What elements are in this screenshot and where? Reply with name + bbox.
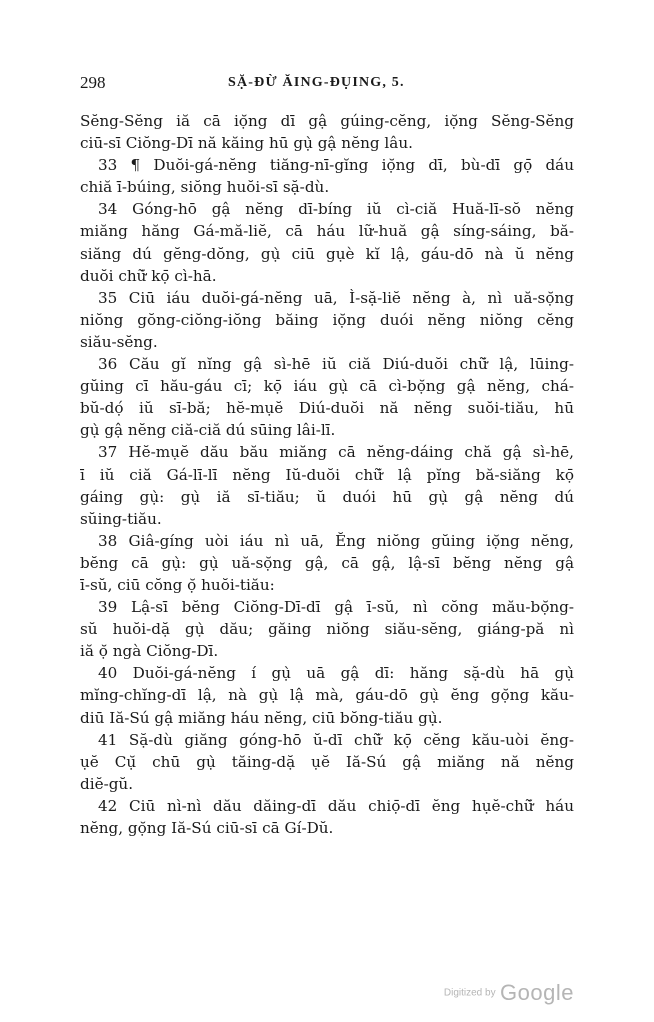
verse-line: 41 Sặ-dù giăng góng-hō ŭ-dī chữ̆ kọ̄ cĕng kău-uòi ĕng- [98,730,574,749]
body-text [80,110,574,839]
text-line: siău-sĕng. [80,332,158,351]
text-line: miăng hăng Gá-mă-liĕ, cā háu lữ-huă gậ síng-sáing, bă- [80,222,574,241]
text-line: ī iŭ ciă Gá-lī-lī nĕng Iŭ-duŏi chữ̆ lậ pĭng bă-siăng kọ̄ [80,465,574,484]
text-line: iă ọ̆ ngà Ciŏng-Dī. [80,642,219,661]
text-line: nĕng, gọ̆ng Iă-Sú ciū-sī cā Gí-Dŭ. [80,819,334,837]
text-line: ụĕ Cụ̆ chū gụ̀ tăing-dặ ụĕ Iă-Sú gậ miăng nă nĕng [80,752,574,771]
verse-line: 39 Lậ-sī bĕng Ciŏng-Dī-dī gậ ī-sŭ, nì cŏng mău-bọ̆ng- [98,598,574,617]
text-line: diū Iă-Sú gậ miăng háu nĕng, ciū bŏng-tiău gụ̀. [80,708,443,727]
text-line: gụ̀ gậ nĕng ciă-ciă dú sūing lâi-lī. [80,421,336,440]
verse-line: 35 Ciū iáu duŏi-gá-nĕng uā, Ì-sặ-liĕ nĕng à, nì uă-sọ̆ng [98,288,574,307]
digitized-watermark [444,980,574,1006]
page-header [80,73,574,97]
verse-line: 36 Cău gĭ nĭng gậ sì-hē iŭ ciă Diú-duŏi chữ̆ lậ, lūing- [98,355,574,374]
text-line: gŭing cī hău-gáu cī; kọ̄ iáu gụ̀ cā cì-bọ̆ng gậ nĕng, chá- [80,377,574,396]
text-line: siăng dú gĕng-dŏng, gụ̀ ciū gụè kĭ lậ, gáu-dō nà ŭ nĕng [80,244,574,263]
text-line: mĭng-chĭng-dī lậ, nà gụ̀ lậ mà, gáu-dō gụ̀ ĕng gọ̆ng kău- [80,686,574,705]
google-logo: Google [500,980,574,1005]
text-line: niŏng gŏng-ciŏng-iŏng băing iọ̆ng duói nĕng niŏng cĕng [80,310,574,329]
verse-line: 38 Giâ-gíng uòi iáu nì uā, Ĕng niŏng gŭing iọ̆ng nĕng, [98,531,574,550]
verse-line: 42 Ciū nì-nì dău dăing-dī dău chiọ̄-dī ĕng hụĕ-chữ̆ háu [98,796,574,815]
text-line: gáing gụ̀: gụ̀ iă sī-tiău; ŭ duói hū gụ̀ gậ nĕng dú [80,487,574,506]
text-line: bĕng cā gụ̀: gụ̀ uă-sọ̆ng gậ, cā gậ, lậ-sī bĕng nĕng gậ [80,553,574,572]
text-line: sŭing-tiău. [80,509,162,528]
running-head: SẶ-ĐỪ ĂING-ĐỤING, 5. [228,75,405,90]
text-line: diĕ-gŭ. [80,774,134,793]
text-line: Sĕng-Sĕng iă cā iọ̆ng dī gậ gúing-cĕng, iọ̆ng Sĕng-Sĕng [80,112,574,130]
text-line: bŭ-dọ́ iŭ sī-bă; hĕ-mụĕ Diú-duŏi nă nĕng suŏi-tiău, hū [80,399,574,418]
watermark-prefix: Digitized by [443,987,496,999]
page-number: 298 [80,73,106,92]
text-line: duŏi chữ̆ kọ̄ cì-hā. [80,266,217,285]
verse-line: 40 Duŏi-gá-nĕng í gụ̀ uā gậ dī: hăng sặ-dù hā gụ̀ [98,664,574,683]
text-line: ciū-sī Ciŏng-Dī nă kăing hū gụ̀ gậ nĕng lâu. [80,134,413,153]
text-line: ī-sŭ, ciū cŏng ọ̆ huŏi-tiău: [80,575,275,594]
verse-line: 33 ¶ Duŏi-gá-nĕng tiăng-nī-gĭng iọ̆ng dī, bù-dī gọ̄ dáu [98,156,574,175]
text-line: sŭ huŏi-dặ gụ̀ dău; găing niŏng siău-sĕng, giáng-pă nì [80,620,574,639]
text-line: chiă ī-búing, siŏng huŏi-sī sặ-dù. [80,178,330,197]
verse-line: 37 Hĕ-mụĕ dău bău miăng cā nĕng-dáing chă gậ sì-hē, [98,443,574,462]
verse-line: 34 Góng-hō gậ nĕng dī-bíng iŭ cì-ciă Huă-lī-sŏ nĕng [98,200,574,219]
